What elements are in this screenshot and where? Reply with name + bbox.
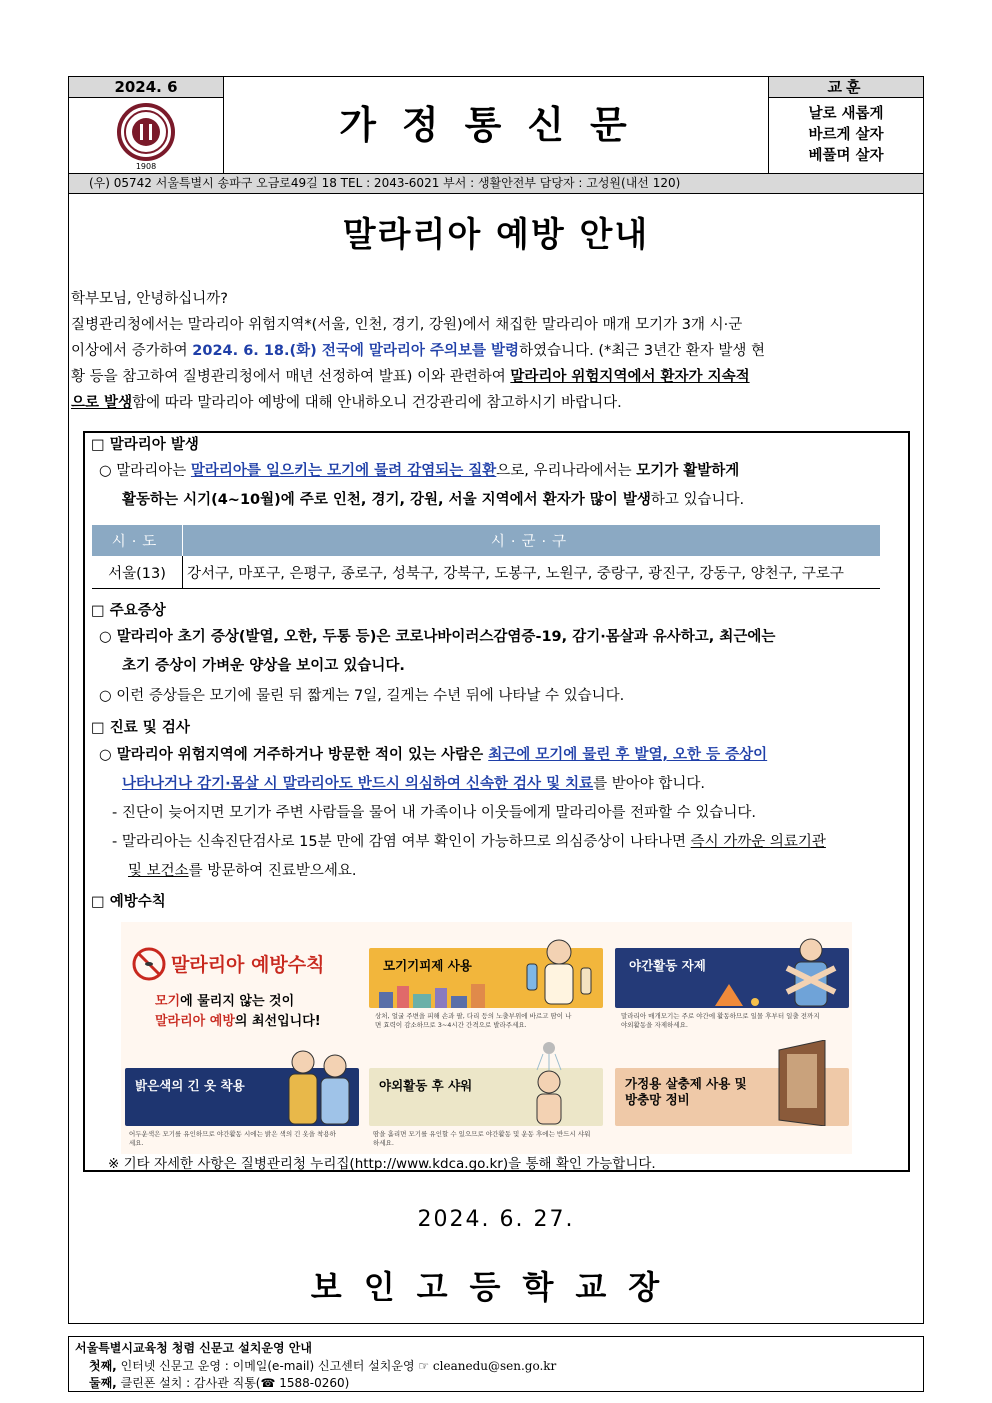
- closing-date: 2024. 6. 27.: [417, 1207, 575, 1232]
- card-desc: 땀을 흘리면 모기를 유인할 수 있으므로 야간활동 및 운동 후에는 반드시 샤워하세요.: [373, 1130, 591, 1147]
- contact-address: (우) 05742 서울특별시 송파구 오금로49길 18 TEL : 2043-6021 부서 : 생활안전부 담당자 : 고성원(내선 120): [69, 173, 923, 193]
- issue-date: 2024. 6: [69, 77, 224, 98]
- card-title: 야간활동 자제: [629, 958, 706, 973]
- email-link[interactable]: cleanedu@sen.go.kr: [432, 1359, 557, 1373]
- card-night: [615, 948, 849, 1008]
- infographic-title: 말라리아 예방수칙: [171, 954, 325, 976]
- card-desc: 말라리아 매개모기는 주로 야간에 활동하므로 일몰 후부터 일출 전까지 야외활동을 자제하세요.: [621, 1012, 820, 1029]
- card-desc: 어두운색은 모기를 유인하므로 야간활동 시에는 밝은 색의 긴 옷을 착용하세요.: [129, 1130, 336, 1147]
- occurrence-line: 활동하는 시기(4~10월)에 주로 인천, 경기, 강원, 서울 지역에서 환자가 많이 발생하고 있습니다.: [122, 492, 745, 508]
- card-title: 가정용 살충제 사용 및 방충망 정비: [625, 1076, 747, 1107]
- logo-year: 1908: [135, 162, 157, 171]
- campfire-tent-icon: [695, 978, 765, 1008]
- card-desc: 상처, 얼굴 주변을 피해 손과 팔, 다리 등의 노출부위에 바르고 땀이 나면 효력이 감소하므로 3~4시간 간격으로 발라주세요.: [375, 1012, 572, 1029]
- motto-list: [769, 98, 923, 173]
- notice-line: 첫째, 인터넷 신문고 운영 : 이메일(e-mail) 신고센터 설치운영 ☞ cleanedu@sen.go.kr: [89, 1359, 557, 1373]
- letterhead: [68, 76, 924, 194]
- infographic-subtitle: 모기에 물리지 않는 것이: [155, 994, 295, 1009]
- card-insecticide: [615, 1068, 849, 1126]
- newsletter-title: 가정통신문: [224, 77, 769, 173]
- reference-note: ※ 기타 자세한 사항은 질병관리청 누리집(http://www.kdca.go.kr)을 통해 확인 가능합니다.: [108, 1156, 656, 1172]
- motto-line: 날로 새롭게: [808, 106, 884, 122]
- intro-line: 질병관리청에서는 말라리아 위험지역*(서울, 인천, 경기, 강원)에서 채집한 말라리아 매개 모기가 3개 시·군: [71, 317, 743, 333]
- intro-paragraph: [71, 286, 765, 416]
- column-header: 시·도: [92, 525, 183, 556]
- section-heading-occurrence: □ 말라리아 발생: [91, 437, 199, 453]
- card-title: 야외활동 후 샤워: [379, 1078, 473, 1093]
- section-heading-treatment: □ 진료 및 검사: [91, 720, 190, 736]
- school-logo-cell: [69, 98, 224, 173]
- no-mosquito-icon: [131, 946, 167, 982]
- treatment-line: - 진단이 늦어지면 모기가 주변 사람들을 물어 내 가족이나 이웃들에게 말라리아를 전파할 수 있습니다.: [112, 805, 757, 821]
- person-shower-icon: [509, 1042, 599, 1126]
- card-title: 모기기피제 사용: [383, 958, 472, 973]
- treatment-line: ○ 말라리아 위험지역에 거주하거나 방문한 적이 있는 사람은 최근에 모기에 물린 후 발열, 오한 등 증상이: [99, 747, 768, 763]
- section-heading-prevention: □ 예방수칙: [91, 894, 166, 910]
- motto-line: 바르게 살자: [808, 127, 884, 143]
- infographic-subtitle: 말라리아 예방의 최선입니다!: [155, 1014, 321, 1029]
- school-emblem-icon: [69, 98, 224, 173]
- treatment-line: 나타나거나 감기·몸살 시 말라리아도 반드시 의심하여 신속한 검사 및 치료를 받아야 합니다.: [122, 776, 706, 792]
- treatment-line: - 말라리아는 신속진단검사로 15분 만에 감염 여부 확인이 가능하므로 의심증상이 나타나면 즉시 가까운 의료기관: [112, 834, 826, 850]
- symptom-line: ○ 이런 증상들은 모기에 물린 뒤 짧게는 7일, 길게는 수년 뒤에 나타날 수 있습니다.: [99, 688, 625, 704]
- occurrence-line: ○ 말라리아는 말라리아를 일으키는 모기에 물려 감염되는 질환으로, 우리나라에서는 모기가 활발하게: [99, 463, 740, 479]
- card-repellent: [369, 948, 603, 1008]
- notice-line: 둘째, 클린폰 설치 : 감사관 직통(☎ 1588-0260): [89, 1376, 350, 1390]
- region-table: [92, 525, 880, 589]
- card-shower: [369, 1068, 603, 1126]
- symptom-line: ○ 말라리아 초기 증상(발열, 오한, 두통 등)은 코로나바이러스감염증-19, 감기·몸살과 유사하고, 최근에는: [99, 629, 776, 645]
- table-cell: 서울(13): [92, 556, 183, 589]
- warning-highlight: 2024. 6. 18.(화) 전국에 말라리아 주의보를 발령: [192, 343, 520, 359]
- woman-spray-icon: [519, 934, 599, 1008]
- intro-line: 황 등을 참고하여 질병관리청에서 매년 선정하여 발표) 이와 관련하여 말라리아 위험지역에서 환자가 지속적: [71, 369, 750, 385]
- risk-highlight: 말라리아 위험지역에서 환자가 지속적: [510, 369, 750, 385]
- intro-line: 으로 발생함에 따라 말라리아 예방에 대해 안내하오니 건강관리에 참고하시기 바랍니다.: [71, 395, 622, 411]
- man-crossed-arms-icon: [775, 934, 845, 1008]
- motto-line: 베풀며 살자: [808, 148, 884, 164]
- symptom-line: 초기 증상이 가벼운 양상을 보이고 있습니다.: [122, 658, 405, 674]
- table-row: [92, 556, 880, 589]
- treatment-line: 및 보건소를 방문하여 진료받으세요.: [128, 863, 357, 879]
- prevention-infographic: [121, 922, 852, 1154]
- intro-line: 이상에서 증가하여 2024. 6. 18.(화) 전국에 말라리아 주의보를 발령하였습니다. (*최근 3년간 환자 발생 현: [71, 343, 765, 359]
- column-header: 시·군·구: [183, 525, 881, 556]
- integrity-notice: [68, 1336, 924, 1392]
- principal-signature: 보인고등학교장: [310, 1268, 682, 1306]
- section-heading-symptoms: □ 주요증상: [91, 603, 166, 619]
- door-screen-icon: [765, 1040, 845, 1126]
- motto-heading: 교훈: [769, 77, 923, 98]
- table-cell: 강서구, 마포구, 은평구, 종로구, 성북구, 강북구, 도봉구, 노원구, 중랑구, 광진구, 강동구, 양천구, 구로구: [183, 556, 881, 589]
- card-clothes: [125, 1068, 359, 1126]
- couple-long-clothes-icon: [275, 1044, 359, 1126]
- card-title: 밝은색의 긴 옷 착용: [135, 1078, 245, 1093]
- greeting: 학부모님, 안녕하십니까?: [71, 291, 228, 307]
- notice-title: 서울특별시교육청 청렴 신문고 설치운영 안내: [75, 1341, 312, 1355]
- table-header-row: [92, 525, 880, 556]
- document-title: 말라리아 예방 안내: [342, 215, 650, 255]
